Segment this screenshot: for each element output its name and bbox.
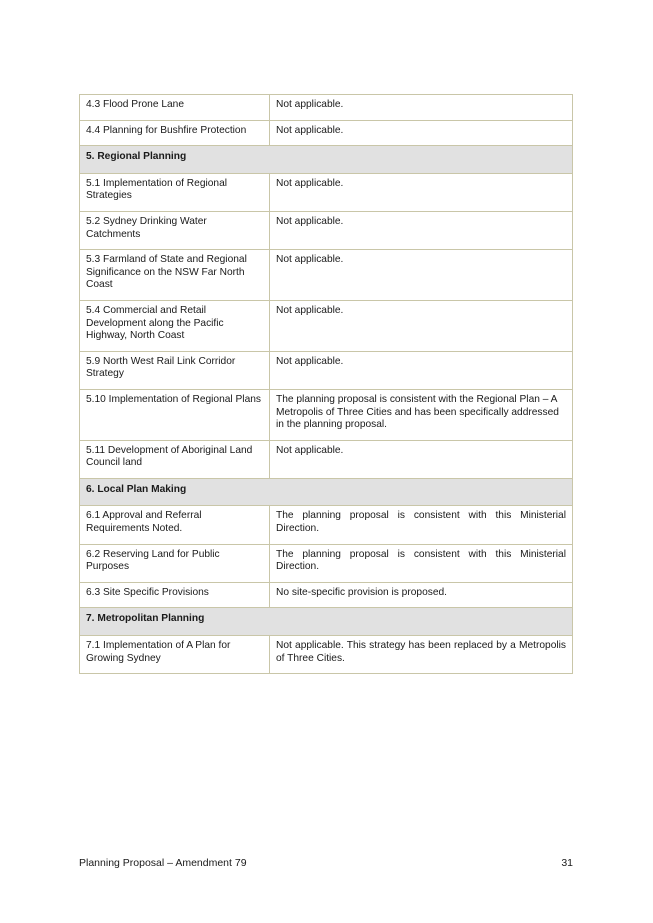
status-cell: Not applicable. This strategy has been replaced by a Metropolis of Three Cities. [270,636,573,674]
page-footer [79,857,573,869]
status-cell: Not applicable. [270,95,573,121]
ministerial-directions-table [79,94,573,674]
section-heading: 5. Regional Planning [80,146,573,174]
section-row [80,146,573,174]
table-row [80,250,573,301]
direction-cell: 5.10 Implementation of Regional Plans [80,389,270,440]
status-cell: Not applicable. [270,351,573,389]
table-row [80,506,573,544]
status-cell: Not applicable. [270,440,573,478]
table-row [80,173,573,211]
direction-cell: 7.1 Implementation of A Plan for Growing Sydney [80,636,270,674]
footer-title: Planning Proposal – Amendment 79 [79,857,247,869]
table-row [80,351,573,389]
direction-cell: 4.4 Planning for Bushfire Protection [80,120,270,146]
direction-cell: 5.2 Sydney Drinking Water Catchments [80,211,270,249]
direction-cell: 6.2 Reserving Land for Public Purposes [80,544,270,582]
status-cell: Not applicable. [270,250,573,301]
status-cell: The planning proposal is consistent with the Regional Plan – A Metropolis of Three Cities and has been specifically addressed in the planning proposal. [270,389,573,440]
status-cell: The planning proposal is consistent with this Ministerial Direction. [270,506,573,544]
table-row [80,95,573,121]
section-heading: 7. Metropolitan Planning [80,608,573,636]
table-body [80,95,573,674]
direction-cell: 5.3 Farmland of State and Regional Significance on the NSW Far North Coast [80,250,270,301]
direction-cell: 5.11 Development of Aboriginal Land Council land [80,440,270,478]
section-row [80,608,573,636]
status-cell: Not applicable. [270,211,573,249]
status-cell: Not applicable. [270,173,573,211]
direction-cell: 6.3 Site Specific Provisions [80,582,270,608]
table-row [80,300,573,351]
status-cell: Not applicable. [270,120,573,146]
status-cell: The planning proposal is consistent with this Ministerial Direction. [270,544,573,582]
table-row [80,636,573,674]
section-row [80,478,573,506]
status-cell: Not applicable. [270,300,573,351]
table-row [80,211,573,249]
page-number: 31 [561,857,573,869]
direction-cell: 5.1 Implementation of Regional Strategies [80,173,270,211]
table-row [80,582,573,608]
table-row [80,440,573,478]
direction-cell: 4.3 Flood Prone Lane [80,95,270,121]
table-row [80,389,573,440]
table-row [80,544,573,582]
status-cell: No site-specific provision is proposed. [270,582,573,608]
direction-cell: 5.9 North West Rail Link Corridor Strategy [80,351,270,389]
direction-cell: 6.1 Approval and Referral Requirements Noted. [80,506,270,544]
table-row [80,120,573,146]
direction-cell: 5.4 Commercial and Retail Development along the Pacific Highway, North Coast [80,300,270,351]
section-heading: 6. Local Plan Making [80,478,573,506]
